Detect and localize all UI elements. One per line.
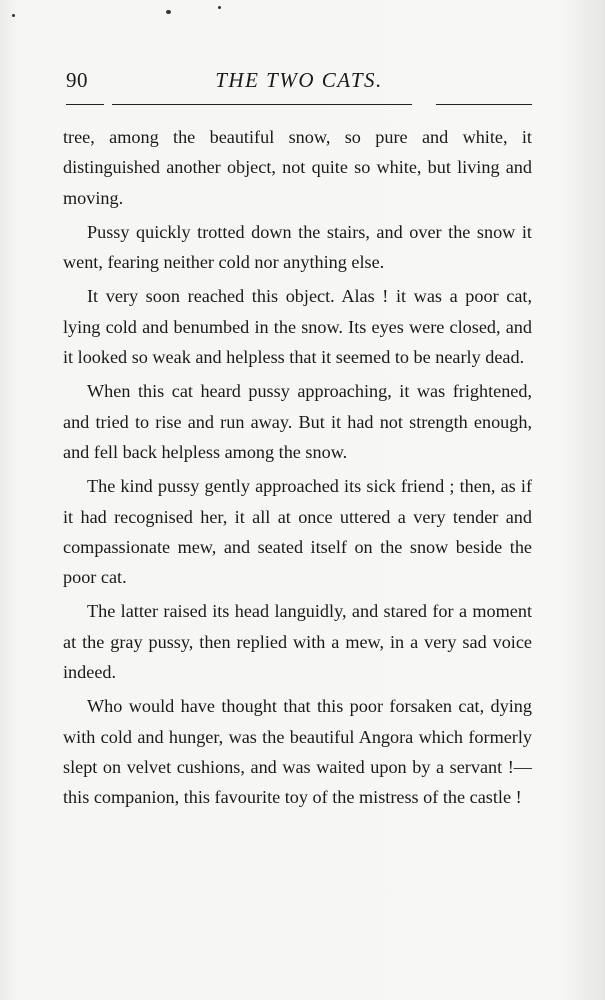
paragraph: When this cat heard pussy approaching, it was frightened, and tried to rise and run away. But it had not strength enough, and fell back helpless among the snow.	[63, 381, 532, 462]
header-rule	[66, 104, 104, 105]
body-text	[63, 122, 532, 813]
paragraph: Who would have thought that this poor forsaken cat, dying with cold and hunger, was the beautiful Angora which formerly slept on velvet cushions, and was waited upon by a servant !—this companion, this favourite toy of the mistress of the castle !	[63, 696, 532, 808]
page-number: 90	[66, 68, 88, 92]
header-rule	[436, 104, 532, 105]
paragraph: Pussy quickly trotted down the stairs, and over the snow it went, fearing neither cold nor anything else.	[63, 221, 532, 273]
paragraph: It very soon reached this object. Alas ! it was a poor cat, lying cold and benumbed in the snow. Its eyes were closed, and it looked so weak and helpless that it seemed to be nearly dead.	[63, 286, 532, 368]
running-title: THE TWO CATS.	[215, 68, 383, 92]
paragraph: tree, among the beautiful snow, so pure and white, it distinguished another object, not quite so white, but living and moving.	[63, 127, 532, 208]
paragraph: The latter raised its head languidly, and stared for a moment at the gray pussy, then replied with a mew, in a very sad voice indeed.	[63, 601, 532, 683]
paragraph: The kind pussy gently approached its sick friend ; then, as if it had recognised her, it all at once uttered a very tender and compassionate mew, and seated itself on the snow beside the poor cat.	[63, 476, 532, 588]
ink-speck	[12, 14, 15, 17]
ink-speck	[166, 10, 171, 14]
page-header	[66, 68, 532, 98]
header-rule	[112, 104, 412, 105]
ink-speck	[218, 6, 221, 9]
